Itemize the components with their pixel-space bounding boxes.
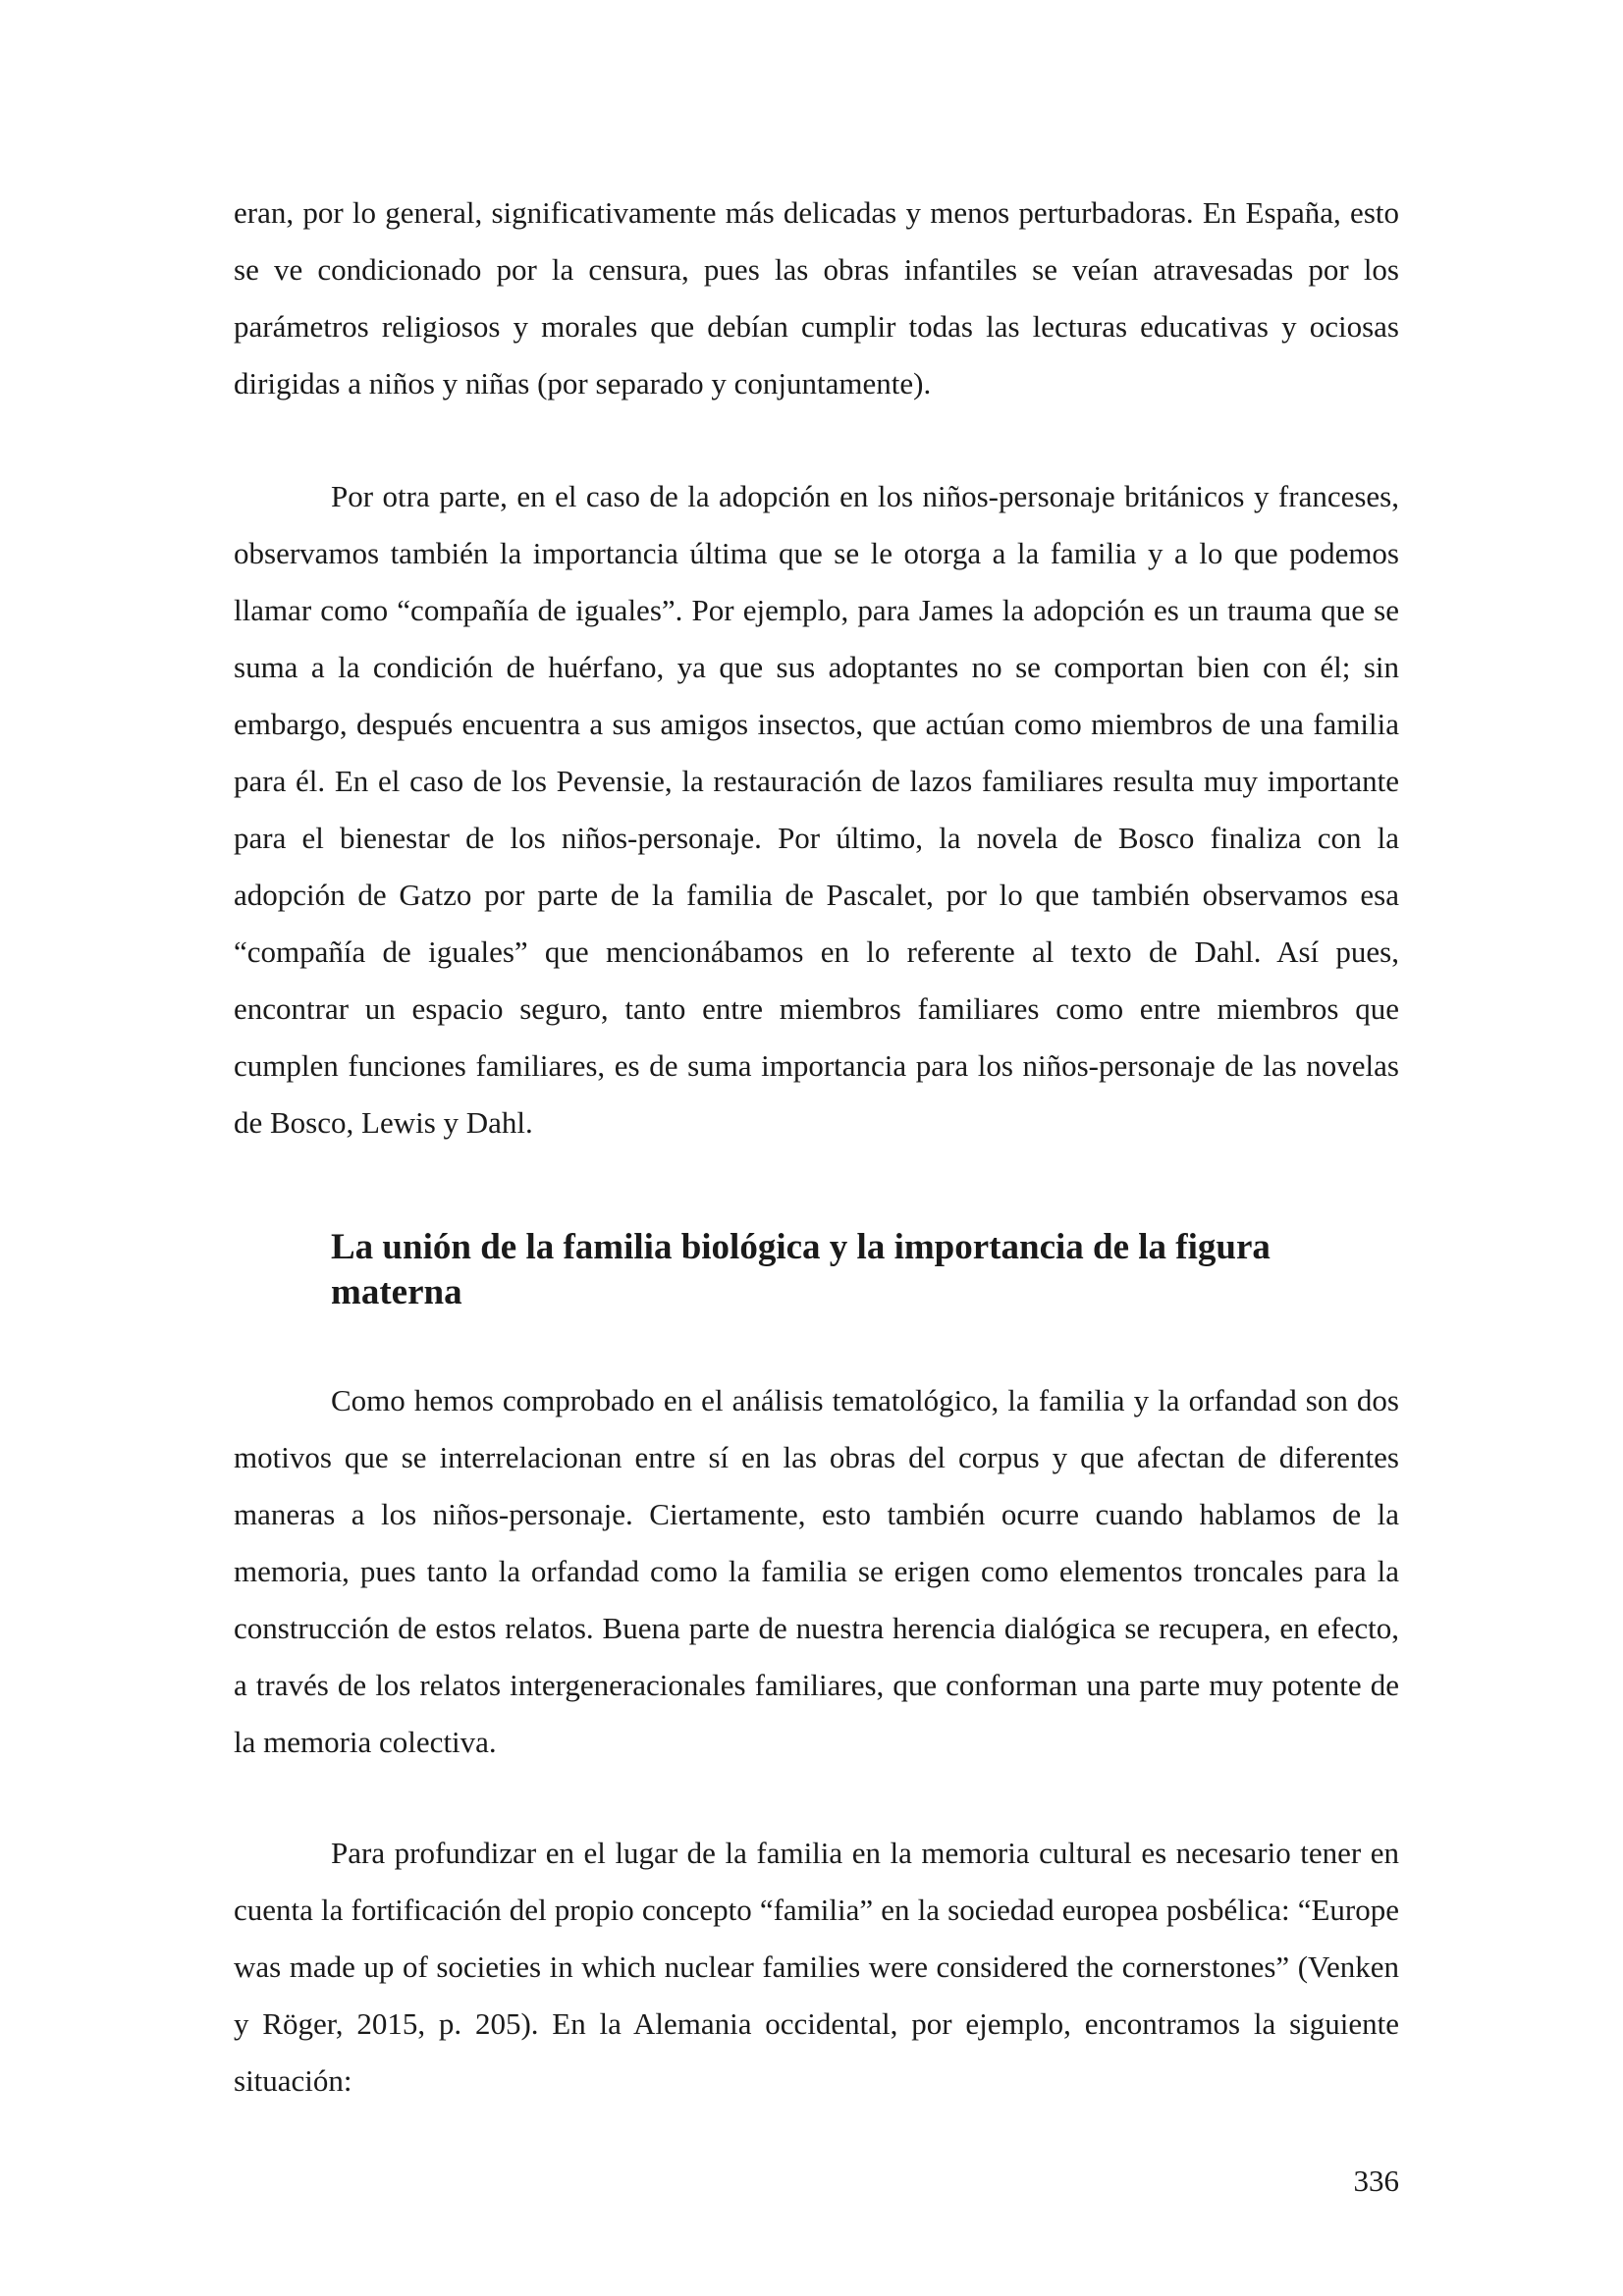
page-number: 336 (1353, 2163, 1399, 2198)
paragraph-family-memory: Como hemos comprobado en el análisis tematológico, la familia y la orfandad son dos motivos que se interrelacionan entre sí en las obras del corpus y que afectan de diferentes maneras a los niños-personaje. Ciertamente, esto también ocurre cuando hablamos de la memoria, pues tanto la orfandad como la familia se erigen como elementos troncales para la construcción de estos relatos. Buena parte de nuestra herencia dialógica se recupera, en efecto, a través de los relatos intergeneracionales familiares, que conforman una parte muy potente de la memoria colectiva. (234, 1383, 1399, 1759)
paragraph-adoption: Por otra parte, en el caso de la adopción en los niños-personaje británicos y franceses, observamos también la importancia última que se le otorga a la familia y a lo que podemos llamar como “compañía de iguales”. Por ejemplo, para James la adopción es un trauma que se suma a la condición de huérfano, ya que sus adoptantes no se comportan bien con él; sin embargo, después encuentra a sus amigos insectos, que actúan como miembros de una familia para él. En el caso de los Pevensie, la restauración de lazos familiares resulta muy importante para el bienestar de los niños-personaje. Por último, la novela de Bosco finaliza con la adopción de Gatzo por parte de la familia de Pascalet, por lo que también observamos esa “compañía de iguales” que mencionábamos en lo referente al texto de Dahl. Así pues, encontrar un espacio seguro, tanto entre miembros familiares como entre miembros que cumplen funciones familiares, es de suma importancia para los niños-personaje de las novelas de Bosco, Lewis y Dahl. (234, 479, 1399, 1140)
paragraph-postwar-family: Para profundizar en el lugar de la familia en la memoria cultural es necesario tener en cuenta la fortificación del propio concepto “familia” en la sociedad europea posbélica: “Europe was made up of societies in which nuclear families were considered the cornerstones” (Venken y Röger, 2015, p. 205). En la Alemania occidental, por ejemplo, encontramos la siguiente situación: (234, 1836, 1399, 2098)
paragraph-censorship: eran, por lo general, significativamente más delicadas y menos perturbadoras. En España, esto se ve condicionado por la censura, pues las obras infantiles se veían atravesadas por los parámetros religiosos y morales que debían cumplir todas las lecturas educativas y ociosas dirigidas a niños y niñas (por separado y conjuntamente). (234, 195, 1399, 400)
section-heading: La unión de la familia biológica y la importancia de la figura materna (331, 1227, 1271, 1312)
